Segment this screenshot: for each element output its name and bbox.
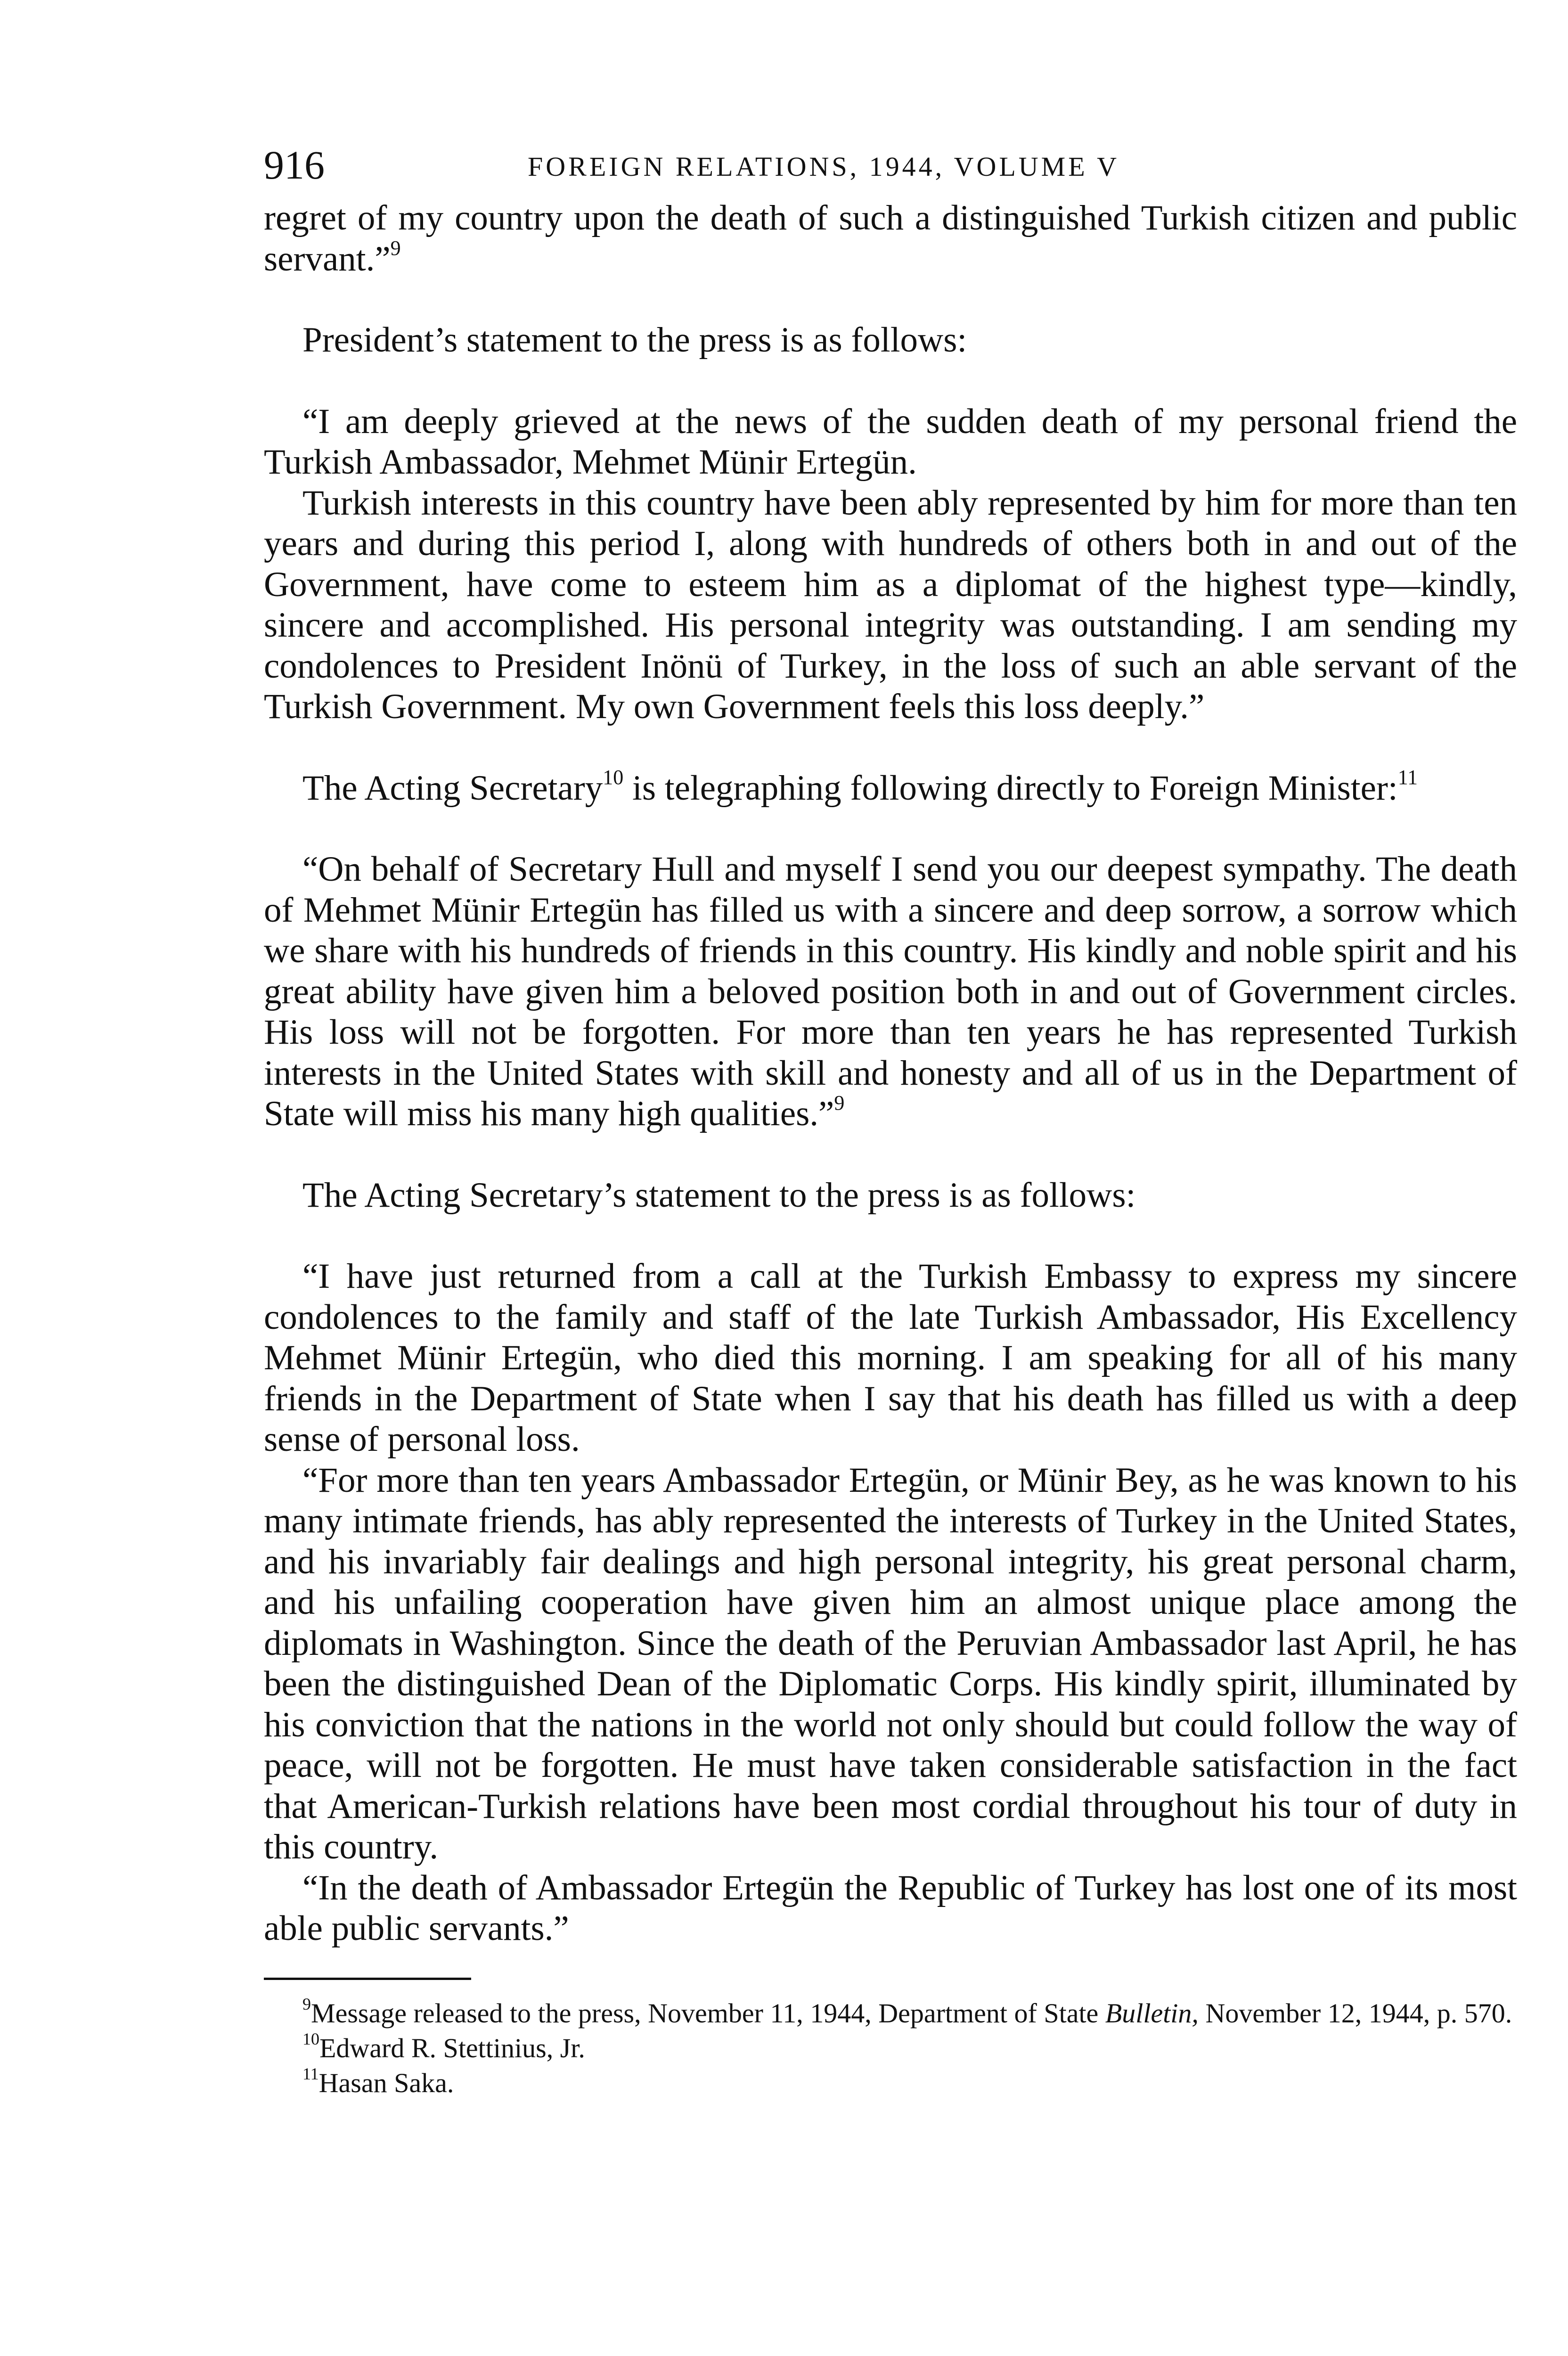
paragraph: The Acting Secretary’s statement to the press is as follows: [302,1175,1136,1215]
footnote-divider [264,1978,471,1980]
paragraph: “I am deeply grieved at the news of the sudden death of my personal friend the Turkish Ambassador, Mehmet Münir Ertegün. [264,401,1517,482]
footnote: $^{10}$Edward R. Stettinius, Jr. [302,2029,585,2063]
paragraph: “I have just returned from a call at the Turkish Embassy to express my sincere condolences to the family and staff of the late Turkish Ambassador, His Excellency Mehmet Münir Ertegün, who died this morning. I am speaking for all of his many friends in the Department of State when I say that his death has filled us with a deep sense of personal loss. [264,1257,1517,1459]
footnote: $^9$Message released to the press, November 11, 1944, Department of State Bulletin, November 12, 1944, p. 570. [302,1994,1512,2029]
paragraph: The Acting Secretary$^{10}$ is telegraphing following directly to Foreign Minister:$^{11}$ [302,765,1418,808]
paragraph: “On behalf of Secretary Hull and myself I send you our deepest sympathy. The death of Mehmet Münir Ertegün has filled us with a sincere and deep sorrow, a sorrow which we share with his hundreds of friends in this country. His kindly and noble spirit and his great ability have given him a beloved position both in and out of Government circles. His loss will not be forgotten. For more than ten years he has represented Turkish interests in the United States with skill and honesty and all of us in the Department of State will miss his many high qualities.”$^9$ [264,850,1517,1133]
paragraph: “For more than ten years Ambassador Ertegün, or Münir Bey, as he was known to his many intimate friends, has ably represented the interests of Turkey in the United States, and his invariably fair dealings and high personal integrity, his great personal charm, and his unfailing cooperation have given him an almost unique place among the diplomats in Washington. Since the death of the Peruvian Ambassador last April, he has been the distinguished Dean of the Diplomatic Corps. His kindly spirit, illuminated by his conviction that the nations in the world not only should but could follow the way of peace, will not be forgotten. He must have taken considerable satisfaction in the fact that American-Turkish relations have been most cordial throughout his tour of duty in this country. [264,1460,1517,1866]
paragraph: “In the death of Ambassador Ertegün the Republic of Turkey has lost one of its most able public servants.” [264,1868,1517,1948]
footnotes [264,1996,1517,2101]
running-head: FOREIGN RELATIONS, 1944, VOLUME V [528,151,1119,182]
paragraph: Turkish interests in this country have been ably represented by him for more than ten years and during this period I, along with hundreds of others both in and out of the Government, have come to esteem him as a diplomat of the highest type—kindly, sincere and accomplished. His personal integrity was outstanding. I am sending my condolences to President Inönü of Turkey, in the loss of such an able servant of the Turkish Government. My own Government feels this loss deeply.” [264,483,1517,726]
document-page [264,141,1517,2101]
paragraph: President’s statement to the press is as follows: [302,320,967,360]
footnote-ref: 11 [1397,765,1418,789]
footnote: $^{11}$Hasan Saka. [302,2064,454,2098]
footnote-ref: 9 [834,1091,845,1114]
body-text [264,198,1517,1949]
footnote-ref: 10 [603,765,624,789]
footnote-ref: 9 [390,236,401,260]
page-header [264,141,1517,198]
page-number: 916 [264,142,325,188]
paragraph: regret of my country upon the death of such a distinguished Turkish citizen and public servant.”$^9$ [264,198,1517,278]
